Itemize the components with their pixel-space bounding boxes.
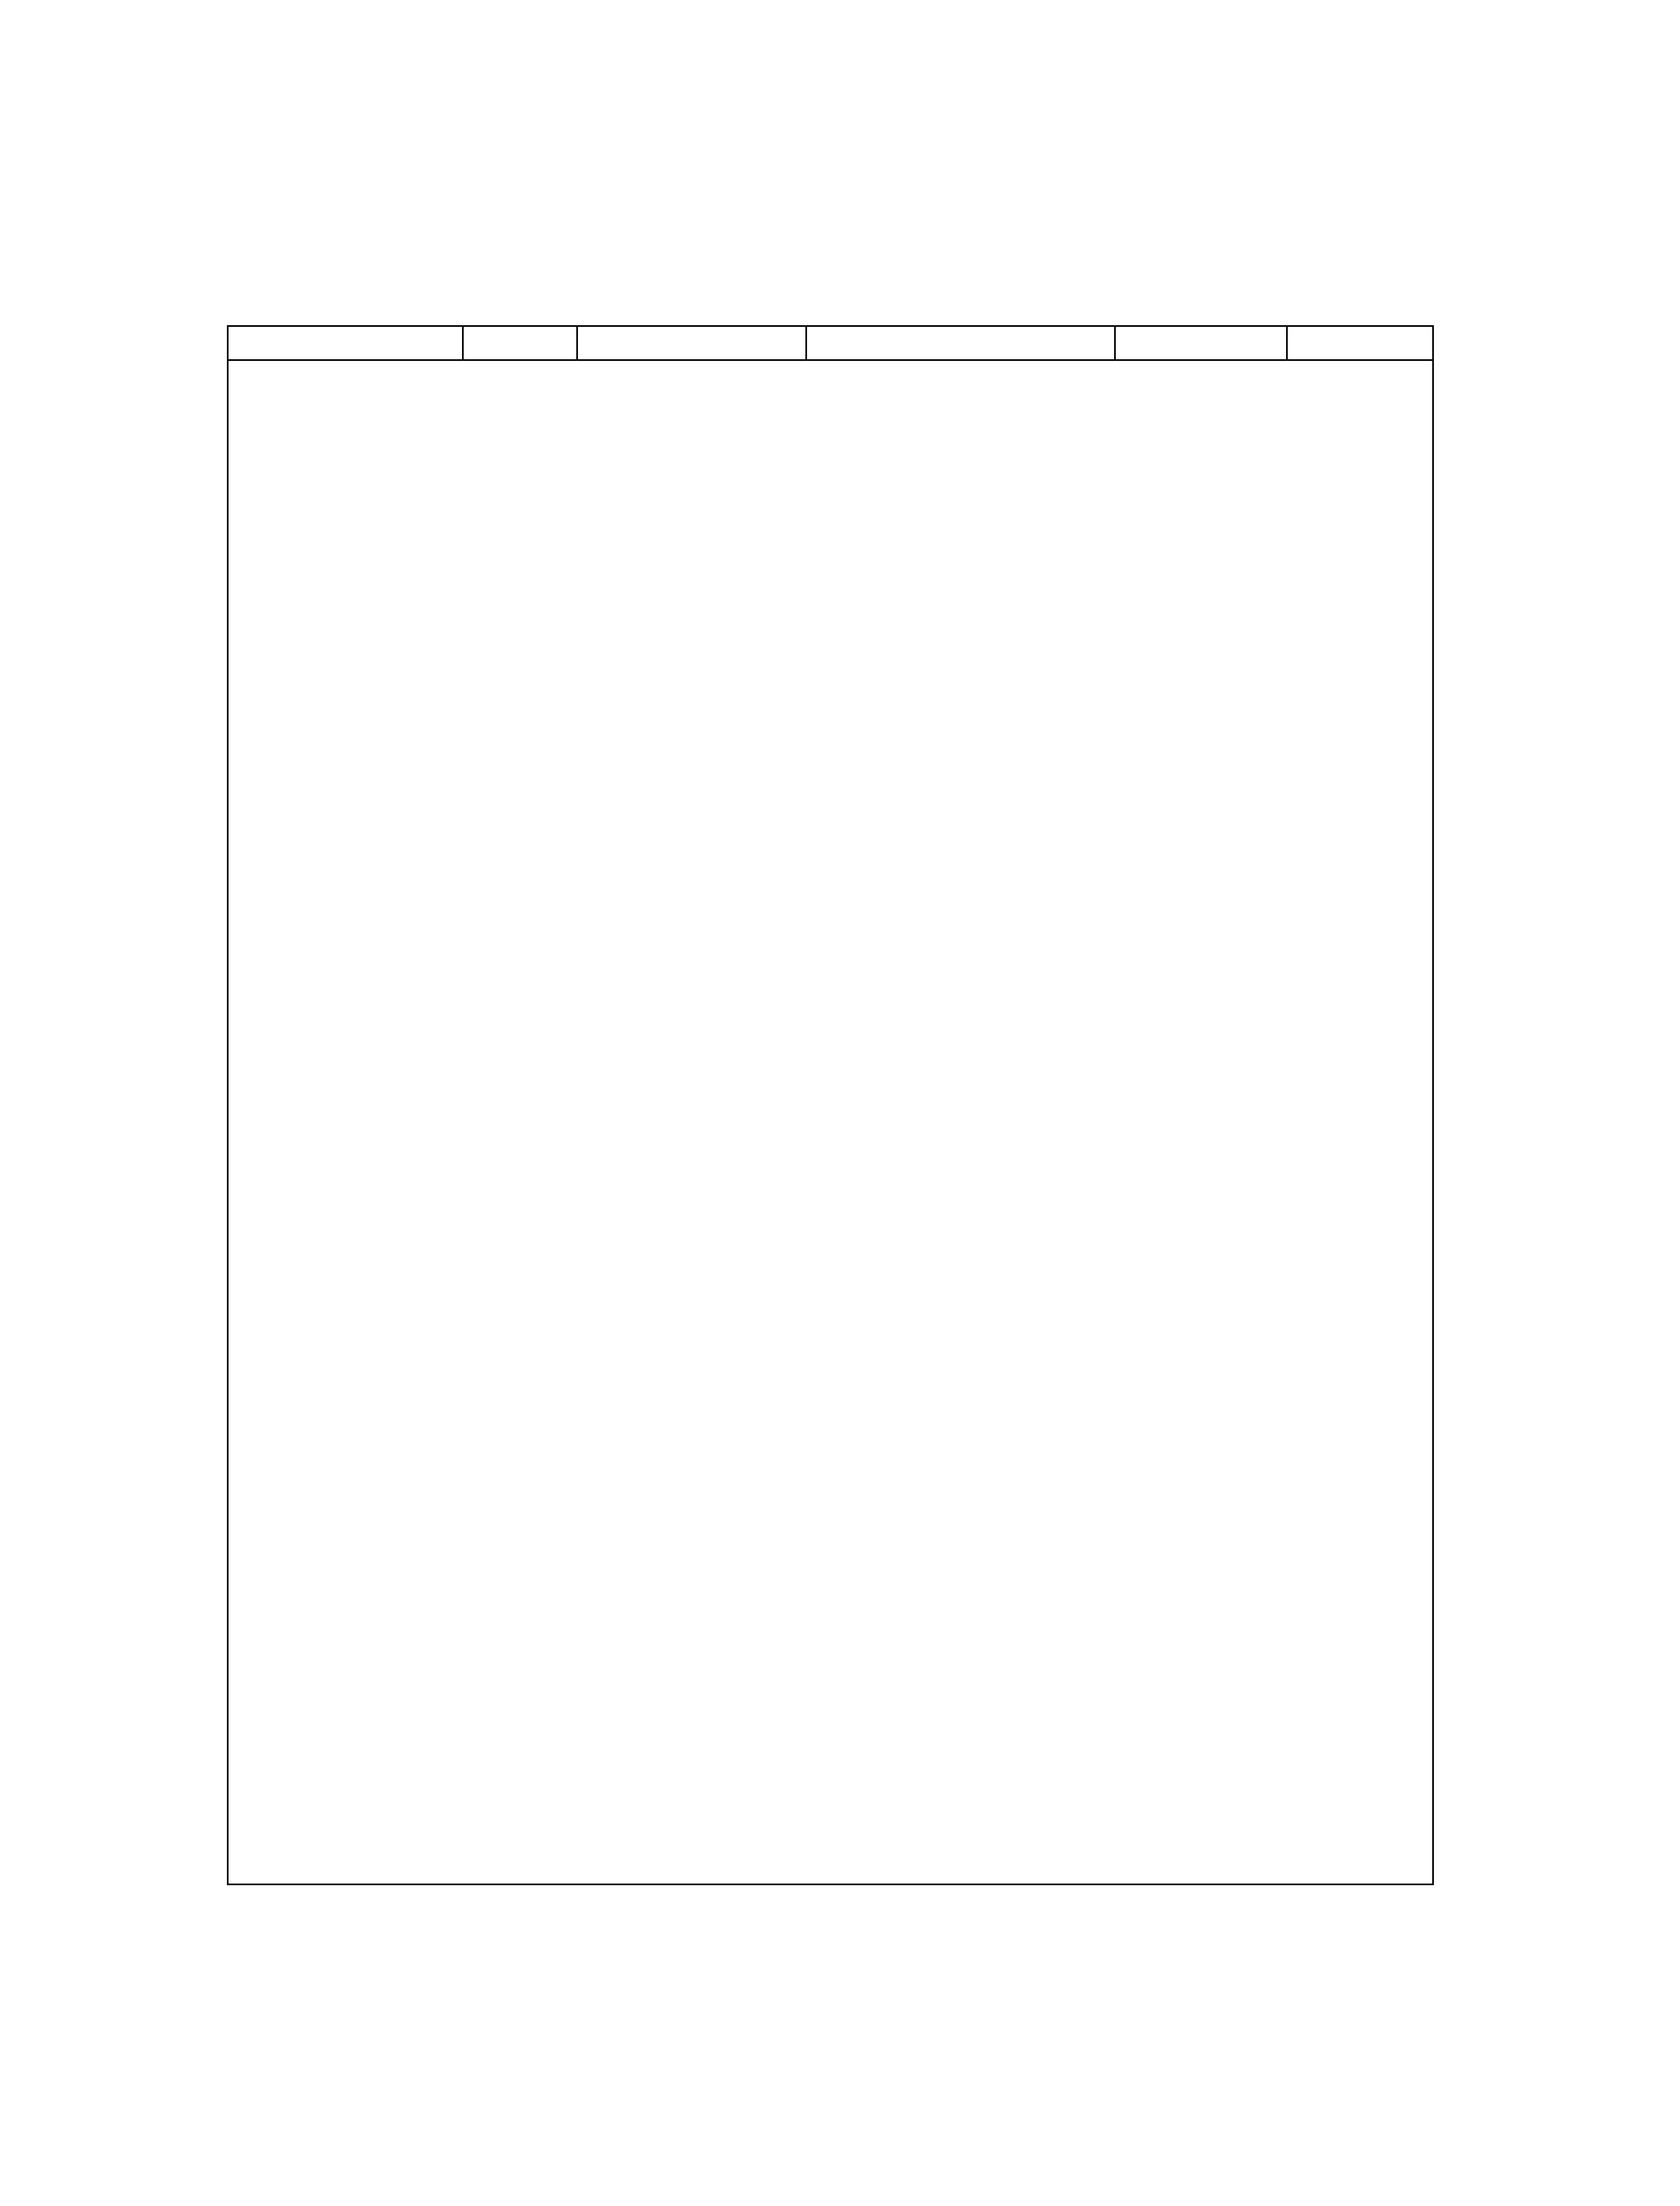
col-header-engine bbox=[1116, 327, 1286, 361]
col-header-ship bbox=[229, 327, 462, 361]
col-header-class bbox=[578, 327, 805, 361]
col-header-hull bbox=[807, 327, 1114, 361]
ship-table bbox=[227, 325, 1434, 1885]
col-header-stores bbox=[1288, 327, 1434, 361]
